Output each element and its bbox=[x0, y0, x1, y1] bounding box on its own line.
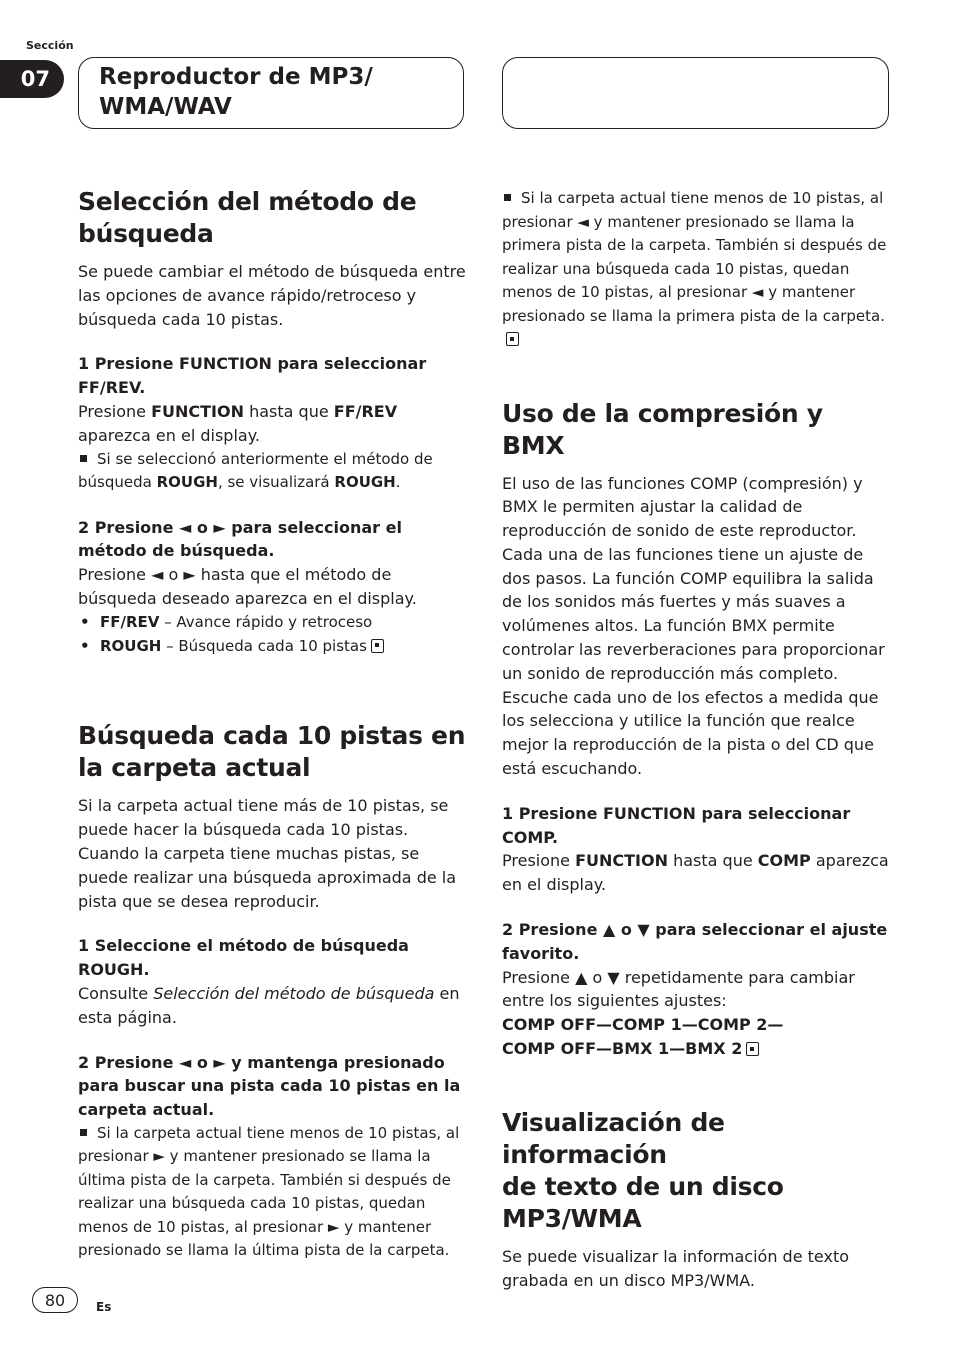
end-of-section-icon bbox=[506, 332, 519, 346]
header-empty-box bbox=[502, 57, 889, 129]
step-text: Consulte Selección del método de búsqueda en esta página. bbox=[78, 983, 460, 1027]
paragraph: El uso de las funciones COMP (compresión) y BMX le permiten ajustar la calidad de reproducción de sonido de este reproductor. Cada una de las funciones tiene un ajuste de dos pasos. La función COMP equilibra la salida de los sonidos más fuertes y más suaves a volúmenes altos. La función BMX permite controlar las reverberaciones para proporcionar un sonido de reproducción más completo. Escuche cada uno de los efectos a medida que los selecciona y utilice la función que realce mejor la reproducción de la pista o del CD que está escuchando. bbox=[502, 473, 885, 779]
settings-cycle-line2: COMP OFF—BMX 1—BMX 2 bbox=[502, 1037, 892, 1061]
section-heading-rough-search bbox=[78, 720, 466, 784]
option-list bbox=[78, 611, 466, 659]
end-of-section-icon bbox=[746, 1042, 759, 1056]
step-title: 2 Presione ▲ o ▼ para seleccionar el ajuste favorito. bbox=[502, 920, 888, 963]
section-heading-text-info bbox=[502, 1107, 892, 1235]
step-title: 2 Presione ◄ o ► para seleccionar el método de búsqueda. bbox=[78, 517, 402, 561]
chapter-title-line1: Reproductor de MP3/ bbox=[99, 64, 373, 90]
paragraph: Se puede visualizar la información de texto grabada en un disco MP3/WMA. bbox=[502, 1246, 850, 1290]
step-text: Presione FUNCTION hasta que FF/REV aparezca en el display. bbox=[78, 401, 398, 445]
step-title: 1 Presione FUNCTION para seleccionar COMP. bbox=[502, 803, 851, 847]
paragraph: Se puede cambiar el método de búsqueda entre las opciones de avance rápido/retroceso y búsqueda cada 10 pistas. bbox=[78, 262, 466, 329]
note: Si se seleccionó anteriormente el método de búsqueda ROUGH, se visualizará ROUGH. bbox=[78, 449, 433, 492]
end-of-section-icon bbox=[371, 639, 384, 653]
note-icon bbox=[80, 1129, 87, 1136]
note: Si la carpeta actual tiene menos de 10 pistas, al presionar ◄ y mantener presionado se llama la primera pista de la carpeta. También si después de realizar una búsqueda cada 10 pistas, quedan menos de 10 pistas, al presionar ◄ y mantener presionado se llama la primera pista de la carpeta. bbox=[502, 187, 892, 352]
right-column bbox=[502, 187, 892, 1292]
heading-line2: de texto de un disco MP3/WMA bbox=[502, 1171, 784, 1233]
section-label: Sección bbox=[26, 39, 74, 52]
section-heading-compression-bmx: Uso de la compresión y BMX bbox=[502, 398, 823, 460]
step-title: 2 Presione ◄ o ► y mantenga presionado para buscar una pista cada 10 pistas en la carpeta actual. bbox=[78, 1052, 461, 1120]
note: Si la carpeta actual tiene menos de 10 pistas, al presionar ► y mantener presionado se llama la última pista de la carpeta. También si después de realizar una búsqueda cada 10 pistas, quedan menos de 10 pistas, al presionar ► y mantener presionado se llama la última pista de la carpeta. bbox=[78, 1123, 460, 1260]
section-number-badge: 07 bbox=[0, 60, 64, 98]
chapter-title-line2: WMA/WAV bbox=[99, 94, 232, 120]
step-text: Presione FUNCTION hasta que COMP aparezca en el display. bbox=[502, 851, 889, 895]
chapter-title-box bbox=[78, 57, 464, 129]
step-title: 1 Seleccione el método de búsqueda ROUGH. bbox=[78, 936, 409, 980]
list-item: • FF/REV – Avance rápido y retroceso bbox=[100, 611, 466, 635]
step-text: Presione ▲ o ▼ repetidamente para cambiar entre los siguientes ajustes: bbox=[502, 967, 855, 1011]
section-heading-search-method bbox=[78, 186, 466, 250]
note-icon bbox=[504, 194, 511, 201]
heading-line2: la carpeta actual bbox=[78, 753, 311, 783]
heading-line1: Selección del método de bbox=[78, 187, 417, 216]
step-title: 1 Presione FUNCTION para seleccionar FF/REV. bbox=[78, 354, 427, 398]
list-item: • ROUGH – Búsqueda cada 10 pistas bbox=[100, 635, 466, 659]
heading-line2: búsqueda bbox=[78, 219, 214, 248]
heading-line1: Búsqueda cada 10 pistas en bbox=[78, 721, 466, 751]
language-code: Es bbox=[96, 1300, 112, 1314]
step-text: Presione ◄ o ► hasta que el método de búsqueda deseado aparezca en el display. bbox=[78, 565, 417, 608]
paragraph: Si la carpeta actual tiene más de 10 pistas, se puede hacer la búsqueda cada 10 pistas. Cuando la carpeta tiene muchas pistas, se puede realizar una búsqueda aproximada de la pista que se desea reproducir. bbox=[78, 796, 457, 911]
left-column bbox=[78, 186, 466, 1263]
settings-cycle-line1: COMP OFF—COMP 1—COMP 2— bbox=[502, 1015, 784, 1035]
note-icon bbox=[80, 455, 87, 462]
page-number: 80 bbox=[32, 1287, 78, 1313]
heading-line1: Visualización de información bbox=[502, 1107, 725, 1169]
